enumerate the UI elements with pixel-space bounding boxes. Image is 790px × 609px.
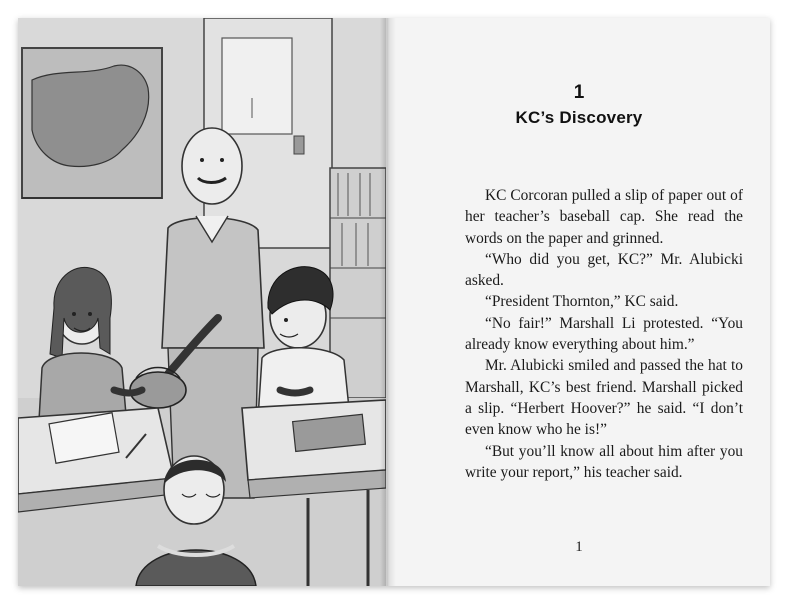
paragraph: “President Thornton,” KC said. bbox=[485, 293, 679, 311]
paragraph: “Who did you get, KC?” Mr. Alubicki asked. bbox=[465, 250, 743, 290]
illustration-page bbox=[18, 18, 386, 586]
text-page bbox=[388, 18, 770, 586]
desk-left bbox=[18, 408, 174, 512]
paragraph: Mr. Alubicki smiled and passed the hat to Marshall, KC’s best friend. Marshall picked a slip. “Herbert Hoover?” he said. “I don’t even know who he is!” bbox=[465, 357, 743, 439]
paragraph: “No fair!” Marshall Li protested. “You already know everything about him.” bbox=[465, 314, 743, 354]
paragraph: KC Corcoran pulled a slip of paper out of her teacher’s baseball cap. She read the words on the paper and grinned. bbox=[465, 187, 743, 247]
chapter-title: KC’s Discovery bbox=[515, 108, 643, 127]
book-gutter bbox=[380, 18, 396, 586]
classroom-illustration bbox=[18, 18, 386, 586]
wall-map bbox=[22, 48, 162, 198]
page-number: 1 bbox=[575, 539, 583, 555]
open-book bbox=[18, 18, 770, 586]
paragraph: “But you’ll know all about him after you write your report,” his teacher said. bbox=[465, 442, 743, 481]
chapter-number: 1 bbox=[573, 82, 585, 103]
chapter-text bbox=[465, 185, 743, 483]
